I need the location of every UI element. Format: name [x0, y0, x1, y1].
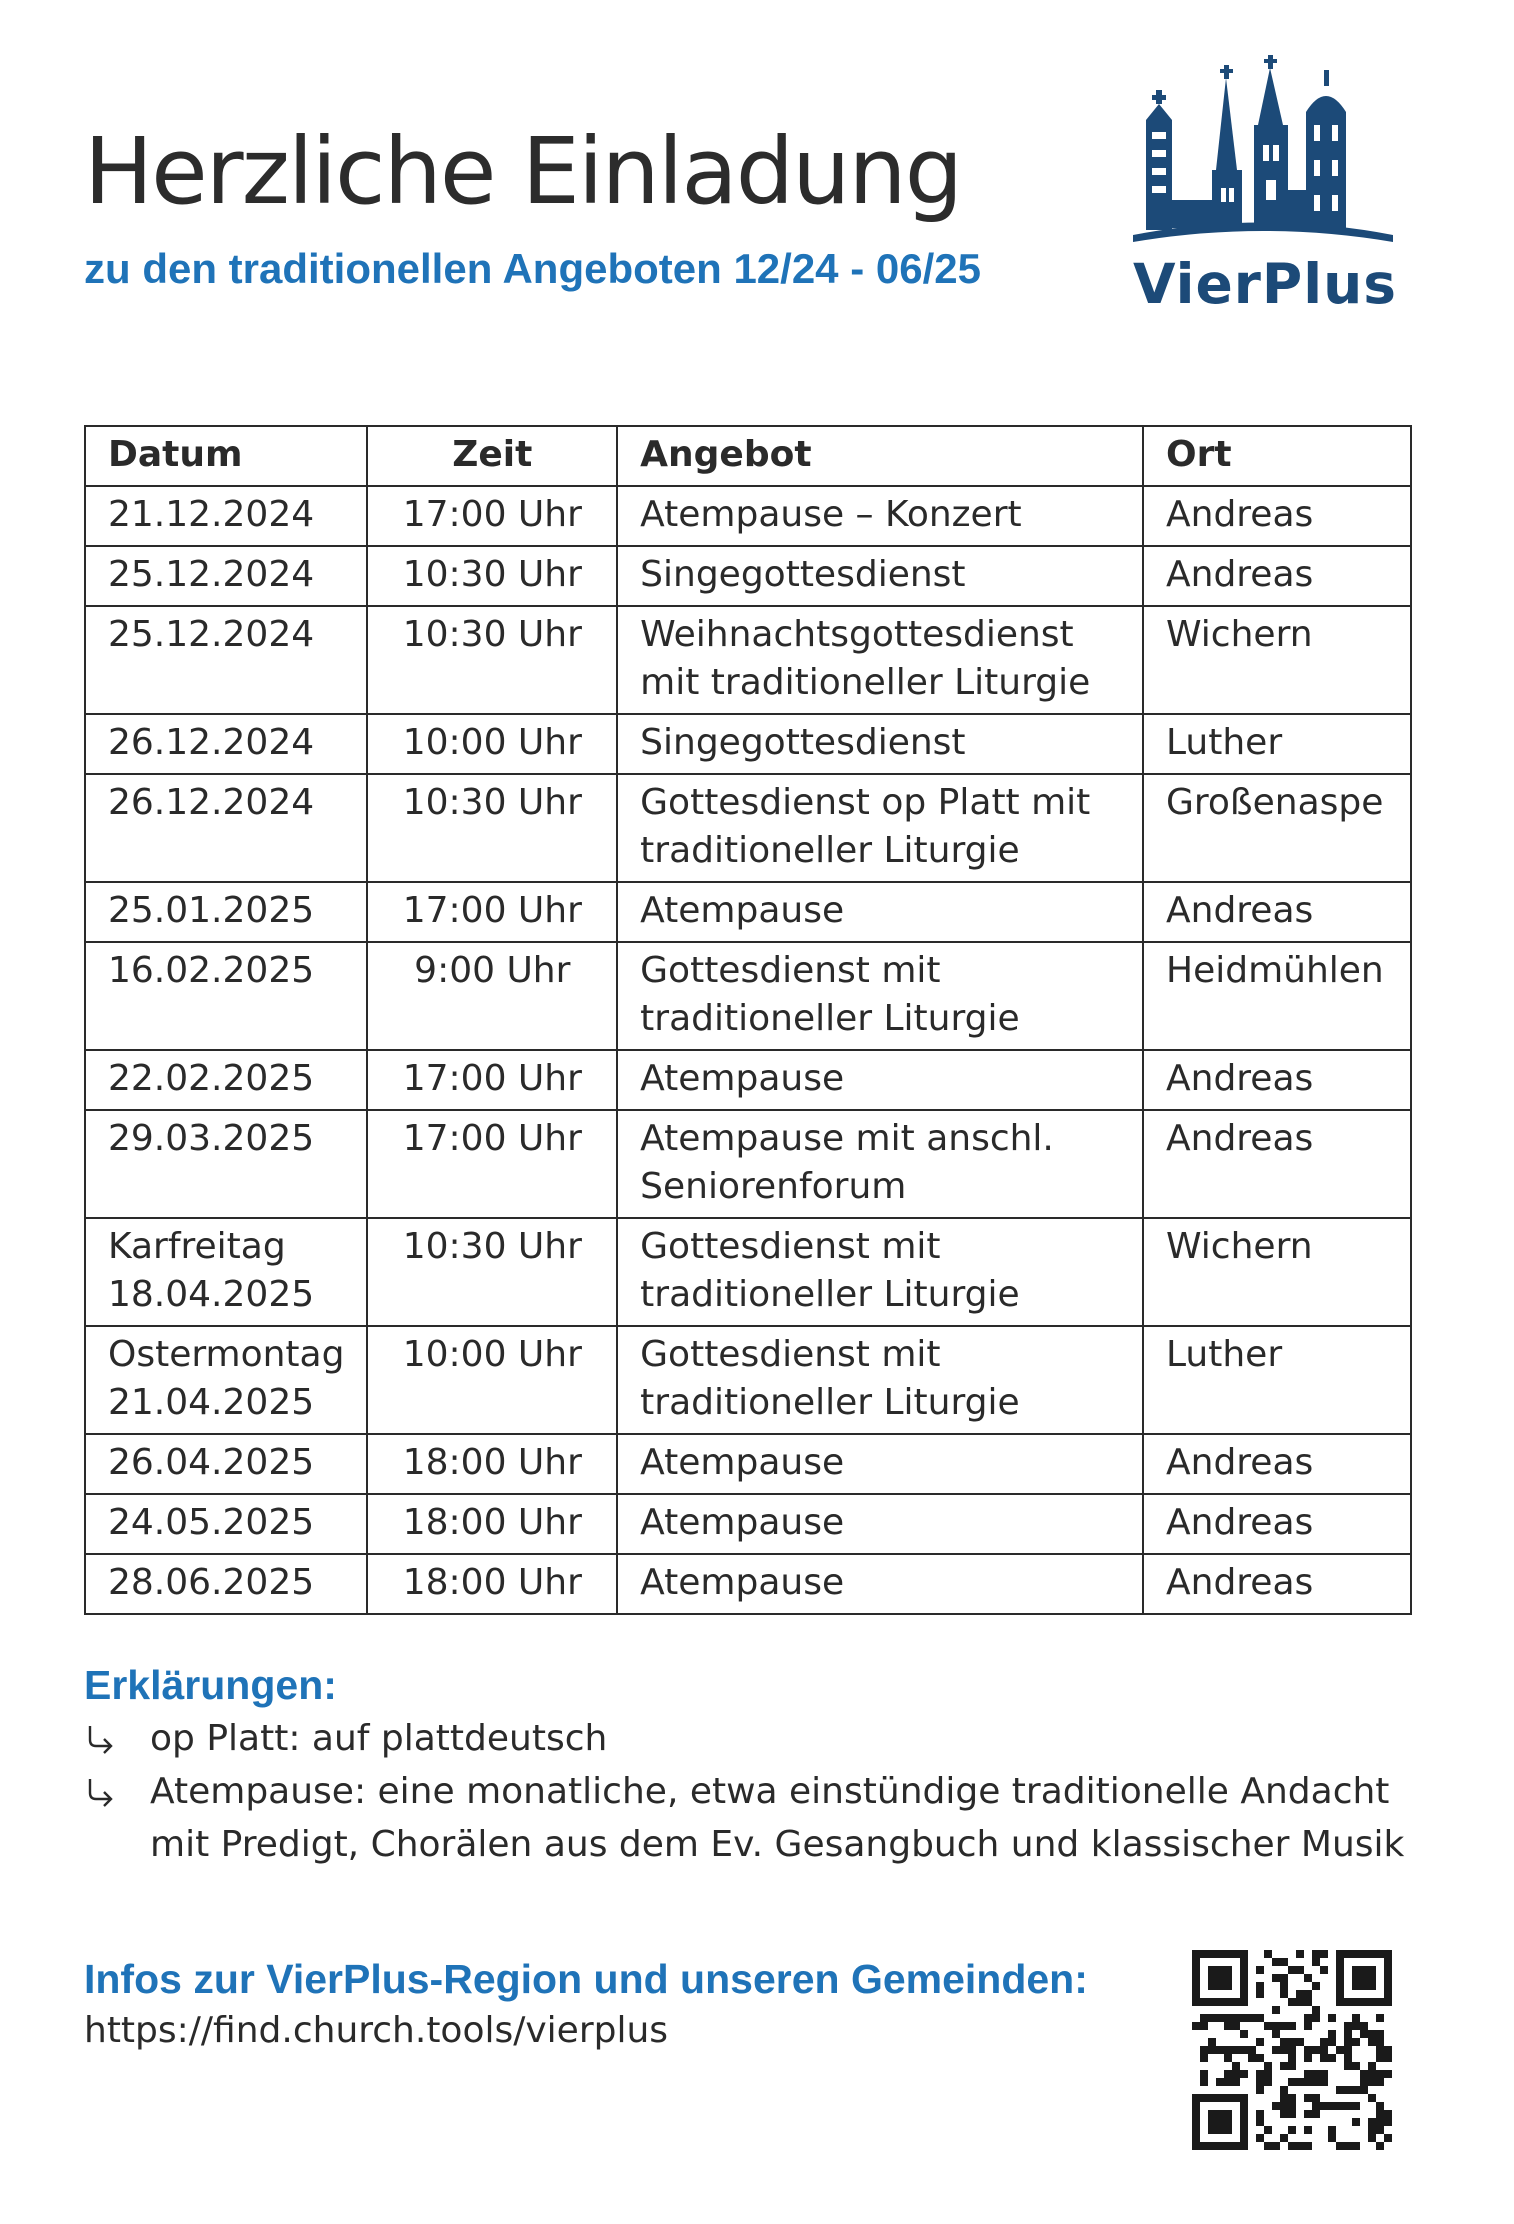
cell-line: Weihnachtsgottesdienst	[640, 614, 1074, 655]
table-row	[85, 942, 1411, 1050]
cell-line: Atempause	[640, 890, 845, 931]
info-heading: Infos zur VierPlus-Region und unseren Gemeinden:	[84, 1956, 1088, 2002]
cell-line: Atempause mit anschl.	[640, 1118, 1054, 1159]
cell-angebot	[617, 942, 1143, 1050]
cell-datum	[85, 1218, 367, 1326]
cell-line: Singegottesdienst	[640, 722, 966, 763]
cell-line: Atempause	[640, 1502, 845, 1543]
cell-line: 29.03.2025	[108, 1118, 315, 1159]
cell-datum	[85, 1494, 367, 1554]
cell-line: 26.04.2025	[108, 1442, 315, 1483]
cell-line: 24.05.2025	[108, 1502, 315, 1543]
cell-zeit: 18:00 Uhr	[367, 1554, 617, 1614]
cell-ort: Andreas	[1143, 1050, 1411, 1110]
cell-ort: Wichern	[1143, 1218, 1411, 1326]
cell-zeit: 10:30 Uhr	[367, 1218, 617, 1326]
cell-angebot	[617, 1218, 1143, 1326]
cell-datum	[85, 1050, 367, 1110]
header-zeit: Zeit	[367, 426, 617, 486]
cell-ort: Luther	[1143, 1326, 1411, 1434]
cell-line: traditioneller Liturgie	[640, 830, 1020, 871]
cell-angebot	[617, 714, 1143, 774]
table-header-row	[85, 426, 1411, 486]
cell-line: mit traditioneller Liturgie	[640, 662, 1091, 703]
cell-line: Gottesdienst mit	[640, 950, 941, 991]
cell-zeit: 10:00 Uhr	[367, 714, 617, 774]
cell-line: 22.02.2025	[108, 1058, 315, 1099]
cell-line: Atempause	[640, 1058, 845, 1099]
explanation-line: Atempause: eine monatliche, etwa einstündige traditionelle Andacht	[150, 1771, 1390, 1812]
cell-ort: Andreas	[1143, 546, 1411, 606]
schedule-table	[84, 425, 1412, 1615]
cell-datum	[85, 486, 367, 546]
table-row	[85, 882, 1411, 942]
cell-line: Atempause – Konzert	[640, 494, 1022, 535]
cell-zeit: 17:00 Uhr	[367, 882, 617, 942]
table-row	[85, 1326, 1411, 1434]
cell-datum	[85, 1326, 367, 1434]
cell-line: Gottesdienst mit	[640, 1226, 941, 1267]
table-row	[85, 1494, 1411, 1554]
cell-datum	[85, 546, 367, 606]
cell-angebot	[617, 774, 1143, 882]
cell-line: 18.04.2025	[108, 1274, 315, 1315]
cell-line: Atempause	[640, 1442, 845, 1483]
cell-line: 26.12.2024	[108, 782, 315, 823]
cell-ort: Andreas	[1143, 1434, 1411, 1494]
cell-ort: Heidmühlen	[1143, 942, 1411, 1050]
cell-line: Gottesdienst mit	[640, 1334, 941, 1375]
explanation-line: mit Predigt, Chorälen aus dem Ev. Gesangbuch und klassischer Musik	[150, 1824, 1405, 1865]
cell-datum	[85, 774, 367, 882]
cell-angebot	[617, 1110, 1143, 1218]
header-angebot: Angebot	[617, 426, 1143, 486]
cell-zeit: 17:00 Uhr	[367, 486, 617, 546]
table-row	[85, 714, 1411, 774]
hooked-arrow-icon	[84, 1775, 118, 1809]
cell-line: Gottesdienst op Platt mit	[640, 782, 1091, 823]
cell-datum	[85, 942, 367, 1050]
cell-angebot	[617, 1554, 1143, 1614]
cell-line: 21.12.2024	[108, 494, 315, 535]
cell-zeit: 10:30 Uhr	[367, 774, 617, 882]
cell-angebot	[617, 546, 1143, 606]
cell-line: 28.06.2025	[108, 1562, 315, 1603]
cell-zeit: 17:00 Uhr	[367, 1050, 617, 1110]
page-title: Herzliche Einladung	[84, 118, 962, 225]
cell-angebot	[617, 606, 1143, 714]
hooked-arrow-icon	[84, 1722, 118, 1756]
page-subtitle: zu den traditionellen Angeboten 12/24 - 06/25	[84, 245, 981, 292]
cell-line: traditioneller Liturgie	[640, 1274, 1020, 1315]
logo-text: VierPlus	[1133, 252, 1397, 316]
cell-ort: Luther	[1143, 714, 1411, 774]
cell-datum	[85, 606, 367, 714]
cell-ort: Großenaspe	[1143, 774, 1411, 882]
cell-zeit: 9:00 Uhr	[367, 942, 617, 1050]
cell-line: 21.04.2025	[108, 1382, 315, 1423]
cell-angebot	[617, 486, 1143, 546]
cell-ort: Andreas	[1143, 882, 1411, 942]
header-datum: Datum	[85, 426, 367, 486]
table-row	[85, 546, 1411, 606]
table-row	[85, 1110, 1411, 1218]
cell-line: Ostermontag	[108, 1334, 345, 1375]
cell-datum	[85, 882, 367, 942]
table-row	[85, 486, 1411, 546]
table-row	[85, 774, 1411, 882]
cell-line: Singegottesdienst	[640, 554, 966, 595]
cell-line: 25.12.2024	[108, 614, 315, 655]
table-row	[85, 1554, 1411, 1614]
explanations-heading: Erklärungen:	[84, 1662, 337, 1708]
cell-datum	[85, 1434, 367, 1494]
cell-line: 25.12.2024	[108, 554, 315, 595]
qr-code-icon[interactable]	[1192, 1950, 1392, 2150]
cell-ort: Wichern	[1143, 606, 1411, 714]
explanations-list	[84, 1712, 1424, 1871]
cell-line: 16.02.2025	[108, 950, 315, 991]
cell-angebot	[617, 1434, 1143, 1494]
cell-angebot	[617, 1326, 1143, 1434]
list-item	[84, 1712, 1424, 1765]
explanation-line: op Platt: auf plattdeutsch	[150, 1718, 608, 1759]
table-row	[85, 1218, 1411, 1326]
cell-datum	[85, 1110, 367, 1218]
cell-angebot	[617, 1050, 1143, 1110]
cell-datum	[85, 1554, 367, 1614]
cell-zeit: 10:00 Uhr	[367, 1326, 617, 1434]
cell-datum	[85, 714, 367, 774]
table-row	[85, 1050, 1411, 1110]
cell-angebot	[617, 1494, 1143, 1554]
cell-ort: Andreas	[1143, 1494, 1411, 1554]
cell-line: Seniorenforum	[640, 1166, 907, 1207]
cell-angebot	[617, 882, 1143, 942]
cell-ort: Andreas	[1143, 486, 1411, 546]
cell-line: 26.12.2024	[108, 722, 315, 763]
schedule-body	[85, 486, 1411, 1614]
cell-zeit: 18:00 Uhr	[367, 1494, 617, 1554]
cell-zeit: 10:30 Uhr	[367, 546, 617, 606]
cell-line: traditioneller Liturgie	[640, 998, 1020, 1039]
cell-line: Atempause	[640, 1562, 845, 1603]
header-ort: Ort	[1143, 426, 1411, 486]
cell-line: traditioneller Liturgie	[640, 1382, 1020, 1423]
cell-zeit: 17:00 Uhr	[367, 1110, 617, 1218]
cell-zeit: 18:00 Uhr	[367, 1434, 617, 1494]
cell-ort: Andreas	[1143, 1554, 1411, 1614]
cell-line: Karfreitag	[108, 1226, 286, 1267]
info-url[interactable]: https://find.church.tools/vierplus	[84, 2010, 669, 2051]
table-row	[85, 606, 1411, 714]
cell-ort: Andreas	[1143, 1110, 1411, 1218]
cell-line: 25.01.2025	[108, 890, 315, 931]
table-row	[85, 1434, 1411, 1494]
cell-zeit: 10:30 Uhr	[367, 606, 617, 714]
list-item	[84, 1765, 1424, 1871]
